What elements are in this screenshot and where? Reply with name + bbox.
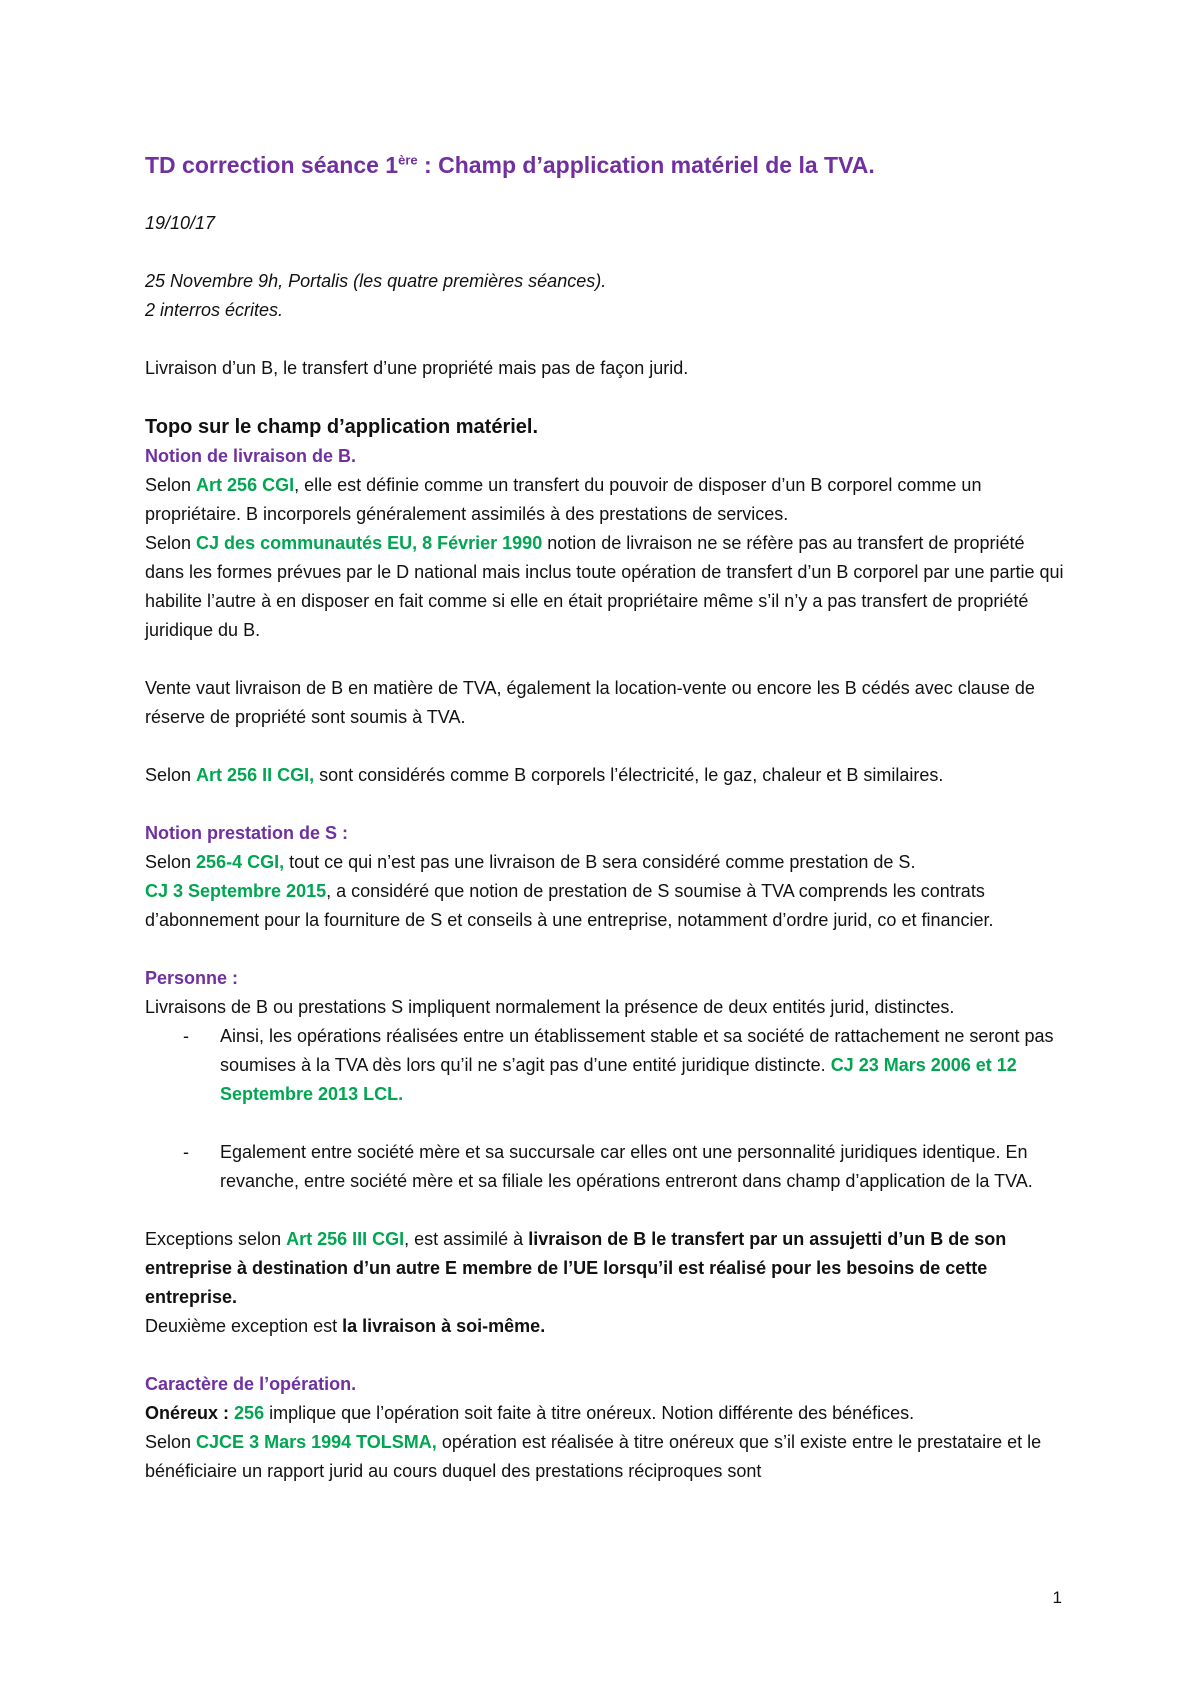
text: tout ce qui n’est pas une livraison de B sera considéré comme prestation de S.	[284, 852, 916, 872]
subsection-heading: Notion de livraison de B.	[145, 446, 357, 466]
title-text: TD correction séance 1	[145, 152, 399, 178]
dash-bullet: -	[183, 1026, 189, 1046]
text: Selon	[145, 852, 197, 872]
text: Selon	[145, 475, 197, 495]
subsection-heading: Personne :	[145, 968, 239, 988]
text: Selon	[145, 533, 197, 553]
text: Selon	[145, 765, 197, 785]
text: , elle est définie comme un transfert du pouvoir de disposer d’un B corporel comme un propriétaire. B incorporels généralement assimilés à des prestations de services.	[145, 475, 982, 524]
legal-reference: CJ des communautés EU, 8 Février 1990	[196, 533, 543, 553]
document-content	[145, 150, 1065, 1486]
legal-reference: 256-4 CGI,	[196, 852, 285, 872]
text: Selon	[145, 1432, 197, 1452]
paragraph	[145, 1312, 1065, 1341]
paragraph	[145, 1428, 1065, 1486]
bold-text: Onéreux :	[145, 1403, 230, 1423]
title-text-end: : Champ d’application matériel de la TVA.	[417, 152, 875, 178]
text: Deuxième exception est	[145, 1316, 343, 1336]
paragraph: Livraisons de B ou prestations S impliquent normalement la présence de deux entités jurid, distinctes.	[145, 997, 955, 1017]
list-item	[145, 1022, 1065, 1109]
section-heading: Topo sur le champ d’application matériel.	[145, 416, 539, 438]
text: , a considéré que notion de prestation de S soumise à TVA comprends les contrats d’abonnement pour la fourniture de S et conseils à une entreprise, notamment d’ordre jurid, co et financier.	[145, 881, 994, 930]
text: Exceptions selon	[145, 1229, 287, 1249]
legal-reference: CJ 23 Mars 2006 et 12 Septembre 2013 LCL.	[220, 1055, 1017, 1104]
legal-reference: Art 256 CGI	[196, 475, 295, 495]
note-line: 2 interros écrites.	[145, 300, 284, 320]
paragraph: Vente vaut livraison de B en matière de TVA, également la location-vente ou encore les B cédés avec clause de réserve de propriété sont soumis à TVA.	[145, 678, 1035, 727]
paragraph	[145, 848, 1065, 877]
note-line: 25 Novembre 9h, Portalis (les quatre premières séances).	[145, 271, 607, 291]
text: , est assimilé à	[404, 1229, 529, 1249]
bold-text: la livraison à soi-même.	[342, 1316, 546, 1336]
title-superscript: ère	[398, 152, 418, 168]
paragraph	[145, 877, 1065, 935]
text: Ainsi, les opérations réalisées entre un établissement stable et sa société de rattachement ne seront pas soumises à la TVA dès lors qu’il ne s’agit pas d’une entité juridique distincte.	[220, 1026, 1054, 1075]
text: Egalement entre société mère et sa succursale car elles ont une personnalité juridiques identique. En revanche, entre société mère et sa filiale les opérations entreront dans champ d’application de la TVA.	[220, 1142, 1033, 1191]
subsection-heading: Caractère de l’opération.	[145, 1374, 357, 1394]
subsection-heading: Notion prestation de S :	[145, 823, 349, 843]
text: notion de livraison ne se réfère pas au transfert de propriété dans les formes prévues par le D national mais inclus toute opération de transfert d’un B corporel par une partie qui habilite l’autre à en disposer en fait comme si elle en était propriétaire même s’il n’y a pas transfert de propriété juridique du B.	[145, 533, 1064, 640]
dash-bullet: -	[183, 1142, 189, 1162]
paragraph	[145, 529, 1065, 645]
text: opération est réalisée à titre onéreux que s’il existe entre le prestataire et le bénéficiaire un rapport jurid au cours duquel des prestations réciproques sont	[145, 1432, 1042, 1481]
paragraph	[145, 1399, 1065, 1428]
legal-reference: Art 256 III CGI	[286, 1229, 405, 1249]
intro-paragraph: Livraison d’un B, le transfert d’une propriété mais pas de façon jurid.	[145, 358, 689, 378]
paragraph	[145, 761, 1065, 790]
document-title	[145, 150, 1065, 180]
list-item	[145, 1138, 1065, 1196]
page-number: 1	[1052, 1588, 1062, 1607]
bold-text: livraison de B le transfert par un assujetti d’un B de son entreprise à destination d’un autre E membre de l’UE lorsqu’il est réalisé pour les besoins de cette entreprise.	[145, 1229, 1007, 1307]
text: sont considérés comme B corporels l’électricité, le gaz, chaleur et B similaires.	[314, 765, 944, 785]
legal-reference: CJCE 3 Mars 1994 TOLSMA,	[196, 1432, 437, 1452]
document-date: 19/10/17	[145, 213, 216, 233]
legal-reference: Art 256 II CGI,	[196, 765, 315, 785]
paragraph	[145, 1225, 1065, 1312]
text: implique que l’opération soit faite à titre onéreux. Notion différente des bénéfices.	[264, 1403, 915, 1423]
paragraph	[145, 471, 1065, 529]
legal-reference: CJ 3 Septembre 2015	[145, 881, 327, 901]
legal-reference: 256	[234, 1403, 265, 1423]
